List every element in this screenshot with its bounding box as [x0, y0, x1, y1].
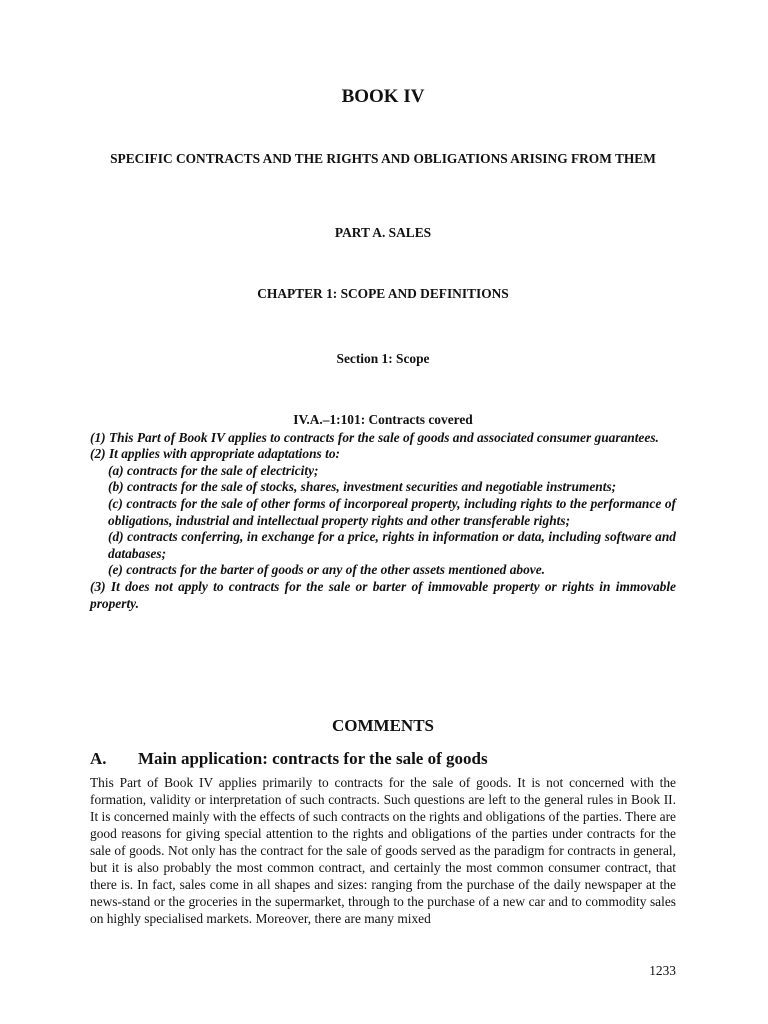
article-item-c: (c) contracts for the sale of other forms of incorporeal property, including rights to the performance of obligations, industrial and intellectual property rights and other transferable rights; — [108, 495, 676, 528]
comment-heading-a — [90, 749, 676, 769]
article-item-d: (d) contracts conferring, in exchange for a price, rights in information or data, including software and databases; — [108, 529, 676, 561]
article-title: IV.A.–1:101: Contracts covered — [293, 412, 473, 427]
comments-title: COMMENTS — [332, 716, 434, 735]
article-item-e: (e) contracts for the barter of goods or any of the other assets mentioned above. — [108, 562, 546, 578]
book-subtitle: SPECIFIC CONTRACTS AND THE RIGHTS AND OBLIGATIONS ARISING FROM THEM — [110, 151, 656, 166]
page-number: 1233 — [649, 963, 676, 978]
comment-body-text: This Part of Book IV applies primarily to contracts for the sale of goods. It is not concerned with the formation, validity or interpretation of such contracts. Such questions are left to the general rules in Book II. It is concerned mainly with the effects of such contracts on the rights and obligations of the parties. There are good reasons for giving special attention to the rights and obligations of the parties under contracts for the sale of goods. Not only has the contract for the sale of goods served as the paradigm for contracts in general, but it is also probably the most common contract, and certainly the most common consumer contract, that there is. In fact, sales come in all shapes and sizes: ranging from the purchase of the daily newspaper at the news-stand or the groceries in the supermarket, through to the purchase of a new car and to commodity sales on highly specialised markets. Moreover, there are many mixed — [90, 775, 676, 926]
article-paragraph-3: (3) It does not apply to contracts for the sale or barter of immovable property or rights in immovable property. — [90, 578, 676, 611]
article-paragraph-1: (1) This Part of Book IV applies to contracts for the sale of goods and associated consumer guarantees. — [90, 429, 659, 445]
article-paragraph-2: (2) It applies with appropriate adaptations to: — [90, 446, 340, 462]
chapter-title: CHAPTER 1: SCOPE AND DEFINITIONS — [257, 286, 509, 301]
section-title: Section 1: Scope — [336, 351, 430, 366]
comment-heading-text: Main application: contracts for the sale of goods — [138, 749, 488, 768]
article-block — [90, 412, 676, 612]
article-item-a: (a) contracts for the sale of electricity; — [108, 462, 319, 478]
article-item-b: (b) contracts for the sale of stocks, shares, investment securities and negotiable instruments; — [108, 479, 617, 495]
document-page — [90, 0, 676, 1024]
part-title: PART A. SALES — [334, 225, 432, 240]
book-title: BOOK IV — [341, 86, 425, 107]
comment-heading-letter: A. — [90, 749, 107, 768]
